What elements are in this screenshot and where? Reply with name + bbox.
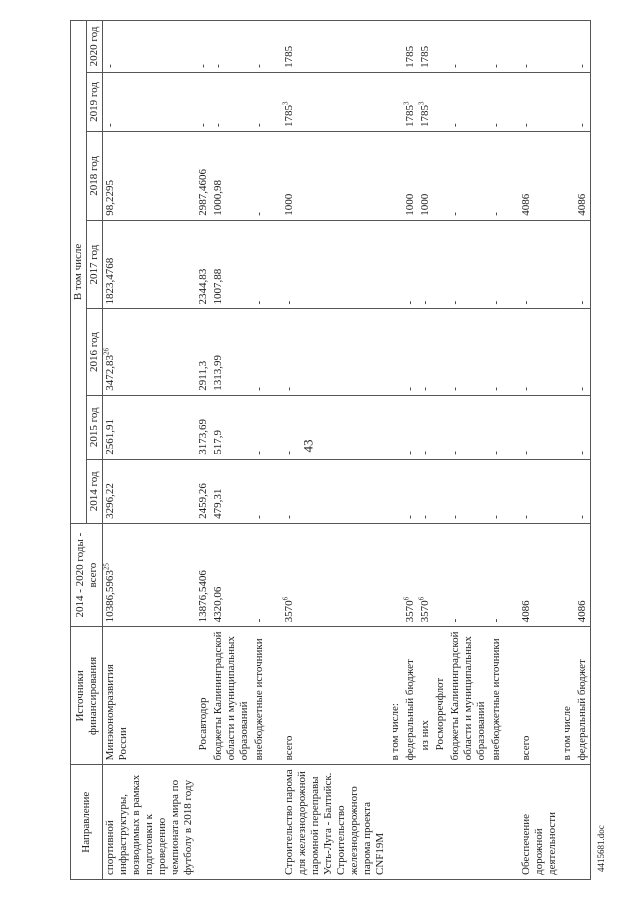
cell-value: - <box>253 387 265 391</box>
cell-year-value <box>448 72 489 131</box>
cell-year-value <box>418 459 433 523</box>
cell-year-value <box>267 132 388 221</box>
cell-year-value <box>252 459 267 523</box>
cell-total <box>403 523 418 627</box>
cell-value: - <box>490 123 502 127</box>
cell-total-footnote: 6 <box>417 596 426 601</box>
cell-value: 4086 <box>576 193 588 216</box>
cell-direction <box>418 765 433 880</box>
cell-total-footnote: 6 <box>402 596 411 601</box>
cell-year-value <box>575 395 591 459</box>
table-row <box>433 21 448 880</box>
cell-source: бюджеты Калининградской области и муниципальных образований <box>448 627 489 765</box>
cell-year-value <box>489 21 504 73</box>
cell-year-value <box>103 132 197 221</box>
cell-year-value <box>448 459 489 523</box>
cell-value: - <box>197 123 209 127</box>
cell-value: - <box>576 451 588 455</box>
cell-source: из них <box>418 627 433 765</box>
cell-value: - <box>419 451 431 455</box>
cell-year-value <box>504 132 560 221</box>
table-row <box>252 21 267 880</box>
cell-year-value <box>489 132 504 221</box>
cell-year-value <box>252 395 267 459</box>
cell-year-value <box>504 459 560 523</box>
cell-value: 517,9 <box>212 430 224 455</box>
cell-value: 1785 <box>283 105 295 127</box>
cell-value: 1785 <box>404 45 416 68</box>
cell-value: - <box>449 451 461 455</box>
cell-year-value <box>196 72 211 131</box>
cell-source: Росморречфлот <box>433 627 448 765</box>
cell-year-value <box>267 459 388 523</box>
page-number: 43 <box>300 439 316 453</box>
cell-value: 1000 <box>404 193 416 216</box>
cell-footnote: 3 <box>281 101 290 105</box>
cell-total <box>267 523 388 627</box>
cell-value: - <box>404 451 416 455</box>
cell-direction: Строительство парома для железнодорожной паромной переправы Усть-Луга - Балтийск. Строительство железнодорожного парома проекта CNF19M <box>267 765 388 880</box>
header-direction: Направление <box>71 765 103 880</box>
table-row <box>267 21 388 880</box>
cell-value: 2911,3 <box>197 360 209 391</box>
cell-value: 1000 <box>419 193 431 216</box>
cell-source: всего <box>504 627 560 765</box>
cell-total-value: 3570 <box>283 600 295 623</box>
cell-value: 2561,91 <box>104 419 116 455</box>
cell-year-value <box>560 395 575 459</box>
cell-year-value <box>560 220 575 309</box>
cell-year-value <box>103 395 197 459</box>
cell-value: - <box>283 515 295 519</box>
cell-year-value <box>388 309 403 395</box>
cell-year-value <box>267 220 388 309</box>
cell-direction: Обеспечение дорожной деятельности <box>504 765 560 880</box>
cell-source: внебюджетные источники <box>489 627 504 765</box>
cell-footnote: 3 <box>417 101 426 105</box>
cell-total-footnote: 6 <box>281 596 290 601</box>
cell-value: - <box>404 515 416 519</box>
cell-value: - <box>490 212 502 216</box>
cell-year-value <box>196 309 211 395</box>
cell-year-value <box>211 459 252 523</box>
cell-year-value <box>560 132 575 221</box>
cell-value: 1007,88 <box>212 268 224 305</box>
table-row <box>388 21 403 880</box>
cell-year-value <box>267 72 388 131</box>
cell-value: 98,2295 <box>104 179 116 216</box>
cell-year-value <box>403 21 418 73</box>
cell-value: - <box>520 515 532 519</box>
table-row <box>196 21 211 880</box>
cell-value: - <box>449 64 461 68</box>
cell-year-value <box>504 309 560 395</box>
cell-year-value <box>448 132 489 221</box>
cell-source: федеральный бюджет <box>575 627 591 765</box>
cell-year-value <box>418 132 433 221</box>
table-row <box>211 21 252 880</box>
cell-year-value <box>448 220 489 309</box>
cell-value: - <box>253 123 265 127</box>
cell-year-value <box>504 395 560 459</box>
cell-total-value: 3570 <box>404 600 416 623</box>
cell-year-value <box>403 72 418 131</box>
cell-year-value <box>196 132 211 221</box>
cell-footnote: 3 <box>402 101 411 105</box>
cell-year-value <box>252 21 267 73</box>
table-row <box>489 21 504 880</box>
cell-value: - <box>419 515 431 519</box>
cell-year-value <box>252 132 267 221</box>
cell-year-value <box>489 220 504 309</box>
cell-total-value: 4086 <box>576 600 588 623</box>
cell-source: внебюджетные источники <box>252 627 267 765</box>
cell-total-value: 3570 <box>419 600 431 623</box>
cell-year-value <box>211 72 252 131</box>
cell-year-value <box>448 309 489 395</box>
cell-direction <box>575 765 591 880</box>
table-row <box>418 21 433 880</box>
cell-direction <box>252 765 267 880</box>
cell-total-value: 4086 <box>520 600 532 623</box>
cell-year-value <box>211 132 252 221</box>
cell-footnote: 26 <box>102 347 111 355</box>
cell-value: 479,31 <box>212 488 224 519</box>
cell-year-value <box>211 309 252 395</box>
cell-total-value: - <box>449 618 461 623</box>
header-year: 2015 год <box>87 395 103 459</box>
cell-value: 2344,83 <box>197 268 209 305</box>
cell-direction: спортивной инфраструктуры, возводимых в рамках подготовки к проведению чемпионата мира по футболу в 2018 году <box>103 765 197 880</box>
cell-total-value: - <box>253 618 265 623</box>
cell-total <box>433 523 448 627</box>
cell-value: - <box>419 387 431 391</box>
cell-year-value <box>196 459 211 523</box>
cell-year-value <box>575 459 591 523</box>
cell-year-value <box>560 459 575 523</box>
cell-year-value <box>433 220 448 309</box>
cell-value: - <box>576 387 588 391</box>
cell-year-value <box>211 220 252 309</box>
cell-value: 4086 <box>520 193 532 216</box>
cell-value: - <box>212 64 224 68</box>
rotated-table-wrapper <box>70 20 588 880</box>
cell-year-value <box>267 395 388 459</box>
cell-value: - <box>104 123 116 127</box>
cell-year-value <box>575 21 591 73</box>
cell-total <box>388 523 403 627</box>
cell-year-value <box>433 132 448 221</box>
header-year: 2014 год <box>87 459 103 523</box>
cell-year-value <box>388 395 403 459</box>
cell-year-value <box>560 72 575 131</box>
cell-value: - <box>490 387 502 391</box>
cell-year-value <box>103 21 197 73</box>
cell-total <box>575 523 591 627</box>
cell-year-value <box>196 21 211 73</box>
cell-value: - <box>490 300 502 305</box>
cell-year-value <box>433 395 448 459</box>
cell-year-value <box>252 72 267 131</box>
cell-value: 2987,4606 <box>197 168 209 216</box>
cell-value: - <box>576 300 588 305</box>
cell-value: - <box>520 123 532 127</box>
header-year: 2018 год <box>87 132 103 221</box>
cell-value: 1000,98 <box>212 179 224 216</box>
cell-value: 3472,83 <box>104 354 116 391</box>
cell-year-value <box>403 220 418 309</box>
cell-year-value <box>575 132 591 221</box>
cell-value: - <box>253 451 265 455</box>
cell-year-value <box>433 21 448 73</box>
cell-total <box>448 523 489 627</box>
cell-total <box>489 523 504 627</box>
cell-total-value: - <box>490 618 502 623</box>
cell-direction <box>433 765 448 880</box>
cell-total <box>103 523 197 627</box>
cell-total-value: 10386,5963 <box>104 570 116 623</box>
cell-year-value <box>196 220 211 309</box>
cell-total <box>211 523 252 627</box>
cell-source: Минэкономразвития России <box>103 627 197 765</box>
cell-value: - <box>490 451 502 455</box>
cell-year-value <box>388 459 403 523</box>
cell-total-value: 4320,06 <box>212 586 224 623</box>
cell-year-value <box>560 309 575 395</box>
cell-total <box>504 523 560 627</box>
cell-value: - <box>253 300 265 305</box>
cell-year-value <box>403 395 418 459</box>
cell-year-value <box>504 21 560 73</box>
cell-year-value <box>418 220 433 309</box>
cell-year-value <box>196 395 211 459</box>
cell-value: 1785 <box>419 105 431 127</box>
cell-year-value <box>388 220 403 309</box>
header-year: 2019 год <box>87 72 103 131</box>
cell-value: - <box>576 123 588 127</box>
cell-year-value <box>504 220 560 309</box>
cell-year-value <box>489 459 504 523</box>
cell-year-value <box>103 309 197 395</box>
cell-value: - <box>490 64 502 68</box>
cell-total <box>418 523 433 627</box>
header-sources: Источники финансирования <box>71 627 103 765</box>
table-row <box>103 21 197 880</box>
cell-year-value <box>560 21 575 73</box>
cell-value: - <box>576 515 588 519</box>
cell-value: 2459,26 <box>197 483 209 519</box>
cell-source: бюджеты Калининградской области и муниципальных образований <box>211 627 252 765</box>
cell-year-value <box>103 459 197 523</box>
cell-total-footnote: 25 <box>102 563 111 571</box>
cell-value: 3296,22 <box>104 483 116 519</box>
cell-value: - <box>283 300 295 305</box>
cell-value: - <box>253 515 265 519</box>
cell-year-value <box>388 72 403 131</box>
cell-value: - <box>197 64 209 68</box>
cell-year-value <box>418 21 433 73</box>
cell-year-value <box>267 21 388 73</box>
document-code: 4415681.doc <box>596 825 606 872</box>
cell-value: - <box>449 123 461 127</box>
cell-source: Росавтодор <box>196 627 211 765</box>
cell-value: - <box>449 212 461 216</box>
cell-value: 1313,99 <box>212 354 224 391</box>
cell-year-value <box>448 395 489 459</box>
cell-value: - <box>212 123 224 127</box>
cell-year-value <box>403 459 418 523</box>
cell-year-value <box>418 72 433 131</box>
cell-total <box>252 523 267 627</box>
table-row <box>575 21 591 880</box>
cell-value: - <box>520 451 532 455</box>
table-row <box>560 21 575 880</box>
cell-value: 1785 <box>283 45 295 68</box>
cell-value: 1823,4768 <box>104 257 116 305</box>
cell-value: 1000 <box>283 193 295 216</box>
cell-year-value <box>418 395 433 459</box>
cell-value: 1785 <box>419 45 431 68</box>
cell-year-value <box>433 72 448 131</box>
cell-value: - <box>449 515 461 519</box>
cell-year-value <box>388 21 403 73</box>
cell-value: - <box>283 451 295 455</box>
cell-year-value <box>418 309 433 395</box>
cell-direction <box>388 765 403 880</box>
cell-year-value <box>252 309 267 395</box>
header-total: 2014 - 2020 годы - всего <box>71 523 103 627</box>
cell-year-value <box>575 220 591 309</box>
cell-value: - <box>576 64 588 68</box>
cell-total <box>560 523 575 627</box>
cell-value: - <box>520 300 532 305</box>
cell-direction <box>211 765 252 880</box>
cell-year-value <box>489 309 504 395</box>
cell-year-value <box>103 72 197 131</box>
cell-value: - <box>449 300 461 305</box>
table-row <box>448 21 489 880</box>
cell-value: - <box>520 387 532 391</box>
cell-year-value <box>267 309 388 395</box>
cell-value: - <box>283 387 295 391</box>
cell-value: - <box>104 64 116 68</box>
cell-year-value <box>211 21 252 73</box>
cell-year-value <box>403 132 418 221</box>
cell-year-value <box>211 395 252 459</box>
cell-year-value <box>575 72 591 131</box>
cell-direction <box>560 765 575 880</box>
cell-value: - <box>253 212 265 216</box>
cell-direction <box>489 765 504 880</box>
cell-source: федеральный бюджет <box>403 627 418 765</box>
header-year: 2017 год <box>87 220 103 309</box>
cell-year-value <box>103 220 197 309</box>
header-year: 2020 год <box>87 21 103 73</box>
financing-table <box>70 20 591 880</box>
table-row <box>504 21 560 880</box>
cell-value: - <box>419 300 431 305</box>
cell-value: - <box>404 387 416 391</box>
cell-value: 1785 <box>404 105 416 127</box>
cell-value: - <box>490 515 502 519</box>
cell-year-value <box>575 309 591 395</box>
cell-direction <box>196 765 211 880</box>
header-in-total: В том числе <box>71 21 87 524</box>
cell-direction <box>403 765 418 880</box>
cell-year-value <box>448 21 489 73</box>
cell-year-value <box>504 72 560 131</box>
cell-value: - <box>449 387 461 391</box>
cell-total-value: 13876,5406 <box>197 570 209 623</box>
cell-year-value <box>403 309 418 395</box>
header-year: 2016 год <box>87 309 103 395</box>
cell-year-value <box>433 459 448 523</box>
cell-value: - <box>404 300 416 305</box>
cell-source: в том числе <box>560 627 575 765</box>
cell-year-value <box>489 72 504 131</box>
cell-year-value <box>252 220 267 309</box>
cell-year-value <box>388 132 403 221</box>
cell-direction <box>448 765 489 880</box>
table-row <box>403 21 418 880</box>
cell-value: - <box>253 64 265 68</box>
cell-value: - <box>520 64 532 68</box>
cell-year-value <box>489 395 504 459</box>
cell-year-value <box>433 309 448 395</box>
cell-source: всего <box>267 627 388 765</box>
cell-value: 3173,69 <box>197 419 209 455</box>
cell-source: в том числе: <box>388 627 403 765</box>
cell-total <box>196 523 211 627</box>
